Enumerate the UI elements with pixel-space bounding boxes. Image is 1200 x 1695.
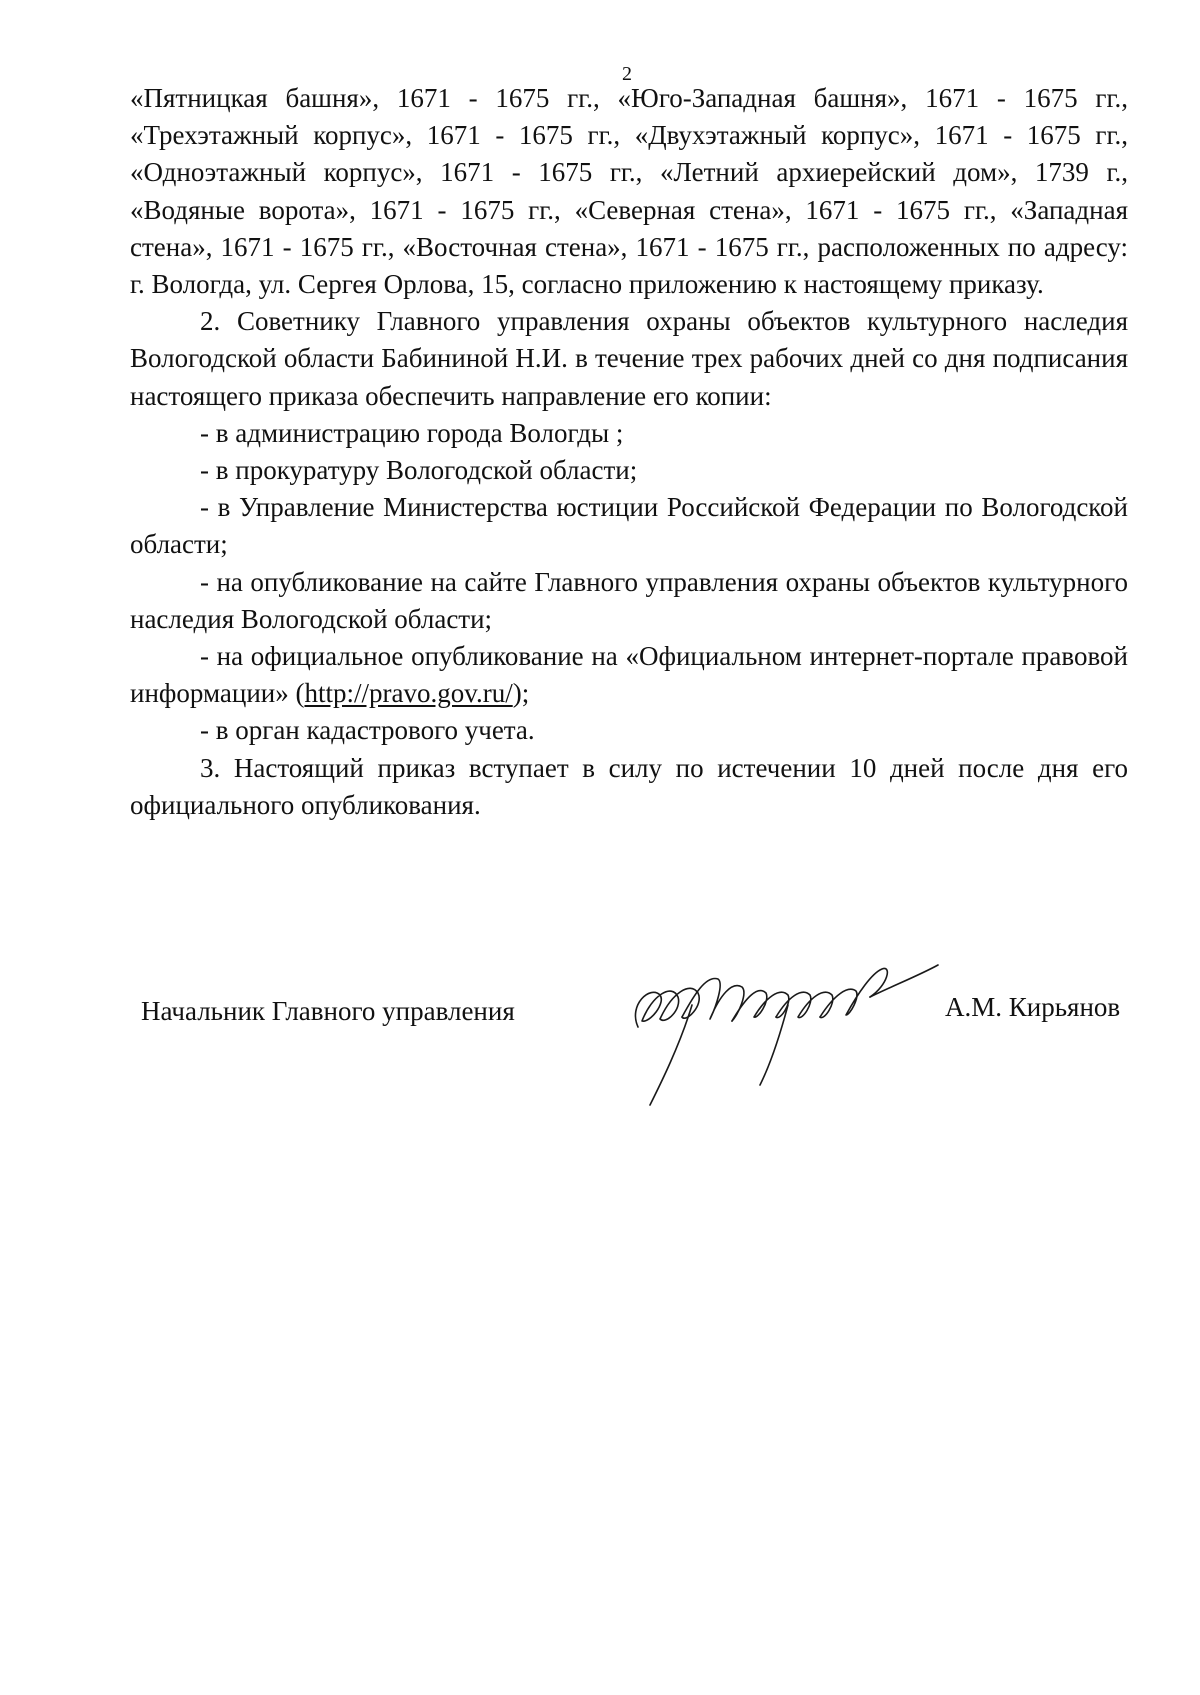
list-item-official-portal: [130, 638, 1128, 712]
list-item-prosecutor: - в прокуратуру Вологодской области;: [200, 455, 638, 486]
document-body: [130, 80, 1128, 824]
list-item-website-publication: - на опубликование на сайте Главного управления охраны объектов культурного наследия Вологодской области;: [130, 566, 1128, 634]
signatory-name: А.М. Кирьянов: [945, 992, 1121, 1022]
pravo-link[interactable]: http://pravo.gov.ru/: [304, 678, 513, 709]
signatory-title: Начальник Главного управления: [141, 996, 515, 1026]
handwritten-signature: [620, 935, 950, 1115]
paragraph-item-2: 2. Советнику Главного управления охраны объектов культурного наследия Вологодской области Бабининой Н.И. в течение трех рабочих дней со дня подписания настоящего приказа обеспечить направление его копии:: [130, 306, 1128, 411]
official-portal-text: - на официальное опубликование на «Официальном интернет-портале правовой информации» (: [130, 641, 1128, 709]
page-number: 2: [622, 63, 632, 85]
list-item-city-administration: - в администрацию города Вологды ;: [200, 417, 624, 448]
paragraph-item-3: 3. Настоящий приказ вступает в силу по истечении 10 дней после дня его официального опубликования.: [130, 752, 1128, 820]
official-portal-text-end: );: [512, 678, 530, 709]
list-item-cadastral: - в орган кадастрового учета.: [200, 715, 535, 746]
list-item-ministry-of-justice: - в Управление Министерства юстиции Российской Федерации по Вологодской области;: [130, 492, 1128, 560]
paragraph-object-list: «Пятницкая башня», 1671 - 1675 гг., «Юго-Западная башня», 1671 - 1675 гг., «Трехэтажный корпус», 1671 - 1675 гг., «Двухэтажный корпус», 1671 - 1675 гг., «Одноэтажный корпус», 1671 - 1675 гг., «Летний архиерейский дом», 1739 г., «Водяные ворота», 1671 - 1675 гг., «Северная стена», 1671 - 1675 гг., «Западная стена», 1671 - 1675 гг., «Восточная стена», 1671 - 1675 гг., расположенных по адресу: г. Вологда, ул. Сергея Орлова, 15, согласно приложению к настоящему приказу.: [130, 83, 1128, 300]
